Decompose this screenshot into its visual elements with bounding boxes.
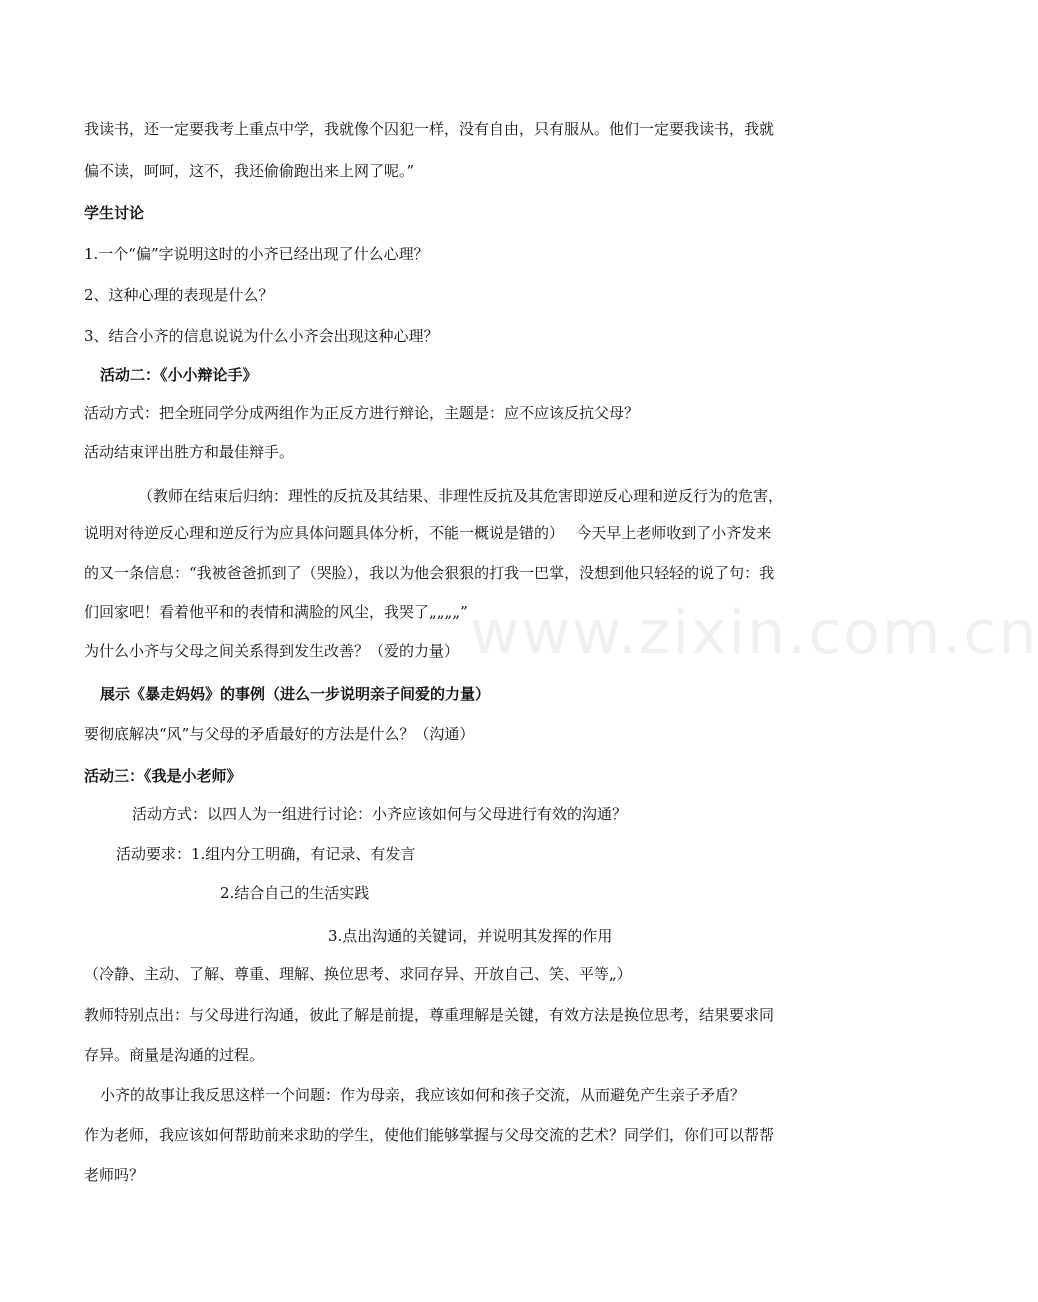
reflection-line: 老师吗？ — [84, 1166, 145, 1184]
question-1: 1.一个“偏”字说明这时的小齐已经出现了什么心理？ — [84, 245, 429, 263]
teacher-note-line: 存异。商量是沟通的过程。 — [84, 1046, 265, 1064]
teacher-summary-line: 的又一条信息：“我被爸爸抓到了（哭脸），我以为他会狠狠的打我一巴掌，没想到他只轻轻的说了句：我 — [84, 564, 775, 582]
activity-3-method: 活动方式：以四人为一组进行讨论：小齐应该如何与父母进行有效的沟通？ — [132, 805, 628, 823]
watermark: www.zixin.com.cn — [470, 598, 1038, 668]
question-2: 2、这种心理的表现是什么？ — [84, 286, 274, 304]
keywords-line: （冷静、主动、了解、尊重、理解、换位思考、求同存异、开放自己、笑、平等„） — [84, 965, 632, 983]
teacher-summary-line: 们回家吧！看着他平和的表情和满脸的风尘，我哭了„„„„” — [84, 603, 468, 621]
activity-2-method: 活动方式：把全班同学分成两组作为正反方进行辩论，主题是：应不应该反抗父母？ — [84, 404, 640, 422]
teacher-summary-line: 说明对待逆反心理和逆反行为应具体问题具体分析，不能一概说是错的） 今天早上老师收到了小齐发来 — [84, 524, 772, 542]
paragraph-line: 偏不读，呵呵，这不，我还偷偷跑出来上网了呢。” — [84, 162, 415, 180]
question-3: 3、结合小齐的信息说说为什么小齐会出现这种心理？ — [84, 327, 439, 345]
question-5: 要彻底解决“风”与父母的矛盾最好的方法是什么？（沟通） — [84, 725, 475, 743]
activity-3-requirement-1: 活动要求：1.组内分工明确，有记录、有发言 — [116, 845, 416, 863]
teacher-summary-line: （教师在结束后归纳：理性的反抗及其结果、非理性反抗及其危害即逆反心理和逆反行为的危害， — [138, 487, 784, 505]
question-4: 为什么小齐与父母之间关系得到发生改善？（爱的力量） — [84, 642, 460, 660]
activity-3-requirement-3: 3.点出沟通的关键词，并说明其发挥的作用 — [328, 927, 613, 945]
activity-2-end: 活动结束评出胜方和最佳辩手。 — [84, 443, 295, 461]
reflection-line: 小齐的故事让我反思这样一个问题：作为母亲，我应该如何和孩子交流，从而避免产生亲子矛盾？ — [100, 1086, 746, 1104]
section-heading-discussion: 学生讨论 — [84, 204, 145, 222]
activity-3-requirement-2: 2.结合自己的生活实践 — [220, 884, 370, 902]
section-heading-activity-3: 活动三：《我是小老师》 — [84, 767, 242, 785]
reflection-line: 作为老师，我应该如何帮助前来求助的学生，使他们能够掌握与父母交流的艺术？同学们，你们可以帮帮 — [84, 1126, 775, 1144]
teacher-note-line: 教师特别点出：与父母进行沟通，彼此了解是前提，尊重理解是关键，有效方法是换位思考，结果要求同 — [84, 1006, 775, 1024]
paragraph-line: 我读书，还一定要我考上重点中学，我就像个囚犯一样，没有自由，只有服从。他们一定要我读书，我就 — [84, 120, 775, 138]
section-heading-activity-2: 活动二：《小小辩论手》 — [100, 366, 258, 384]
section-heading-example: 展示《暴走妈妈》的事例（进么一步说明亲子间爱的力量） — [100, 685, 491, 703]
